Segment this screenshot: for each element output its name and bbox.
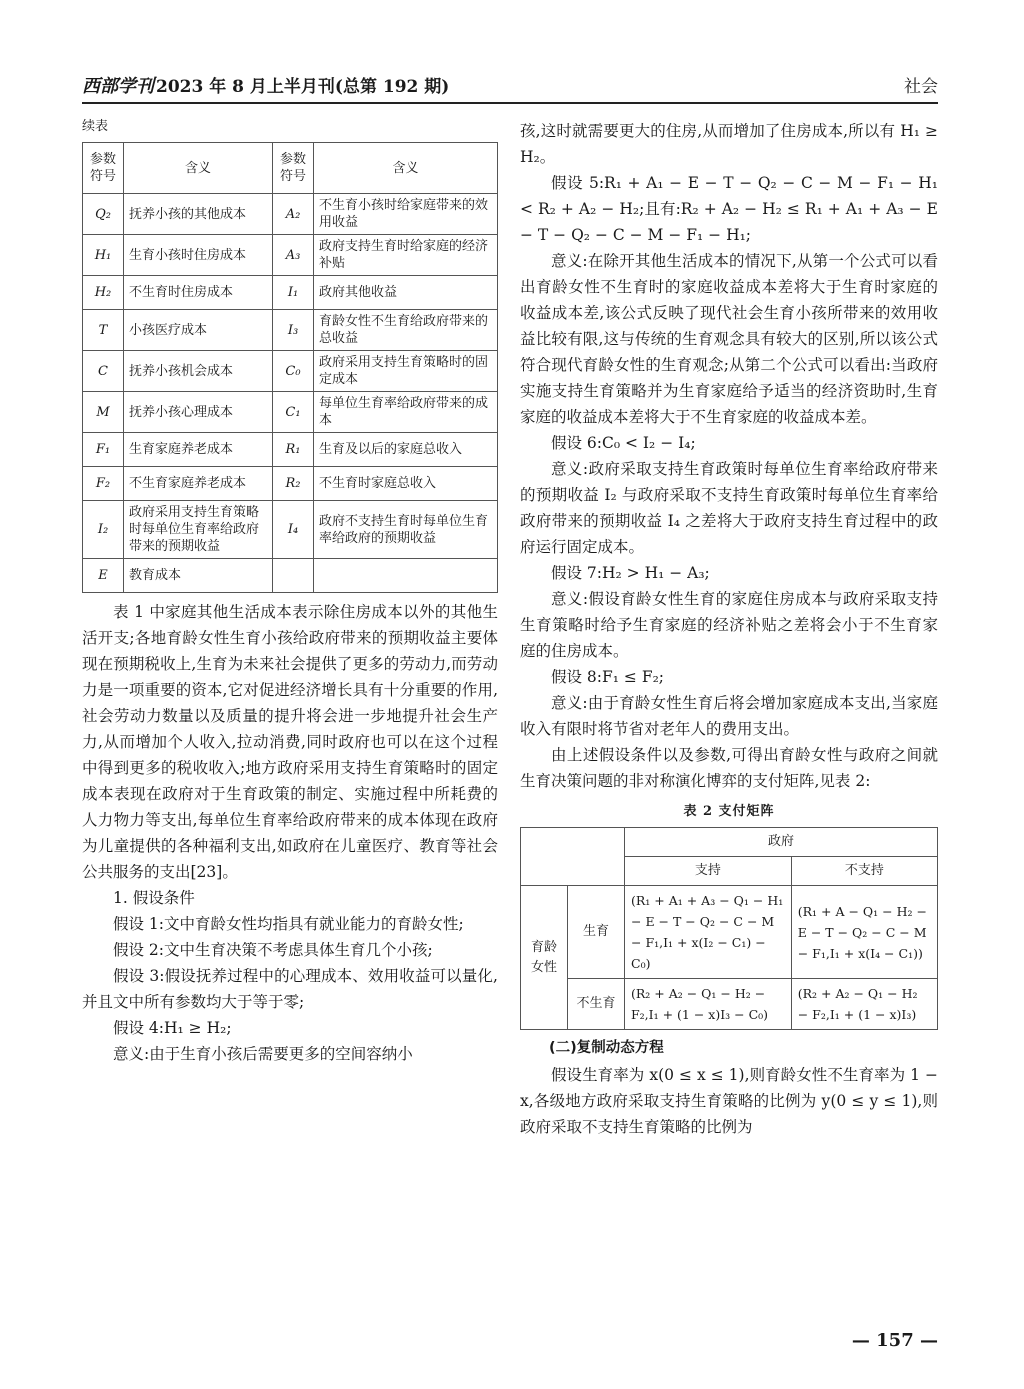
paragraph: 意义:在除开其他生活成本的情况下,从第一个公式可以看出育龄女性不生育时的家庭收益成本差将大于生育时家庭的收益成本差,该公式反映了现代社会生育小孩所带来的效用收益比较有限,这与传统的生育观念具有较大的区别,所以该公式符合现代育龄女性的生育观念;从第二个公式可以看出:当政府实施支持生育策略并为生育家庭给予适当的经济资助时,生育家庭的收益成本差将大于不生育家庭的收益成本差。	[520, 252, 938, 426]
table-cell: F₂	[83, 467, 124, 501]
table-cell	[273, 559, 314, 593]
left-column	[82, 118, 498, 1067]
table-cell: H₂	[83, 276, 124, 310]
payoff-cell: (R₁ + A − Q₁ − H₂ − E − T − Q₂ − C − M − F₁,I₁ + x(I₄ − C₁))	[791, 886, 937, 979]
paragraph: 假设 8:F₁ ≤ F₂;	[551, 668, 665, 686]
paragraph: 假设 4:H₁ ≥ H₂;	[113, 1019, 232, 1037]
table-row	[83, 351, 498, 392]
support-label: 支持	[625, 857, 792, 886]
table-cell: 育龄女性不生育给政府带来的总收益	[314, 310, 498, 351]
table-cell: R₁	[273, 433, 314, 467]
table-cell: 每单位生育率给政府带来的成本	[314, 392, 498, 433]
table-cell: 小孩医疗成本	[124, 310, 273, 351]
paragraph: 意义:假设育龄女性生育的家庭住房成本与政府采取支持生育策略时给予生育家庭的经济补贴之差将会小于不生育家庭的住房成本。	[520, 590, 938, 660]
table-cell: 抚养小孩机会成本	[124, 351, 273, 392]
table-row	[83, 392, 498, 433]
table-cell: A₂	[273, 194, 314, 235]
table-cell: 政府支持生育时给家庭的经济补贴	[314, 235, 498, 276]
paragraph: 假设 7:H₂ > H₁ − A₃;	[551, 564, 710, 582]
table-cell: C	[83, 351, 124, 392]
issue-info: 2023 年 8 月上半月刊(总第 192 期)	[156, 77, 450, 97]
paragraph: 假设 1:文中育龄女性均指具有就业能力的育龄女性;	[113, 915, 464, 933]
table-cell: 生育家庭养老成本	[124, 433, 273, 467]
table-header: 参数符号	[83, 143, 124, 194]
table-row	[83, 194, 498, 235]
page-number: — 157 —	[851, 1330, 938, 1351]
table-cell: A₃	[273, 235, 314, 276]
table-cell: 生育及以后的家庭总收入	[314, 433, 498, 467]
no-birth-label: 不生育	[568, 979, 625, 1030]
payoff-cell: (R₂ + A₂ − Q₁ − H₂ − F₂,I₁ + (1 − x)I₃ − C₀)	[625, 979, 792, 1030]
table-cell: Q₂	[83, 194, 124, 235]
gov-label: 政府	[625, 828, 938, 857]
subheading: 1. 假设条件	[113, 889, 195, 907]
paragraph: 假设生育率为 x(0 ≤ x ≤ 1),则育龄女性不生育率为 1 − x,各级地方政府采取支持生育策略的比例为 y(0 ≤ y ≤ 1),则政府采取不支持生育策略的比例为	[520, 1066, 938, 1136]
table-cell: 政府采用支持生育策略时每单位生育率给政府带来的预期收益	[124, 501, 273, 559]
table-cell: 生育小孩时住房成本	[124, 235, 273, 276]
paragraph: 假设 2:文中生育决策不考虑具体生育几个小孩;	[113, 941, 433, 959]
table-cell: 不生育时住房成本	[124, 276, 273, 310]
table-cell: 抚养小孩心理成本	[124, 392, 273, 433]
table-header: 含义	[124, 143, 273, 194]
paragraph: 意义:政府采取支持生育政策时每单位生育率给政府带来的预期收益 I₂ 与政府采取不支持生育政策时每单位生育率给政府带来的预期收益 I₄ 之差将大于政府支持生育过程中的政府运行固定成本。	[520, 460, 938, 556]
parameter-table	[82, 142, 498, 593]
table-row	[83, 310, 498, 351]
table-row	[83, 467, 498, 501]
payoff-cell: (R₂ + A₂ − Q₁ − H₂ − F₂,I₁ + (1 − x)I₃)	[791, 979, 937, 1030]
birth-label: 生育	[568, 886, 625, 979]
table-row	[83, 235, 498, 276]
table-continued-label: 续表	[82, 119, 109, 134]
table2-caption: 表 2 支付矩阵	[683, 804, 775, 819]
table-row	[83, 433, 498, 467]
table-cell: R₂	[273, 467, 314, 501]
table-cell: I₄	[273, 501, 314, 559]
right-column	[520, 118, 938, 1140]
table-row	[83, 501, 498, 559]
table-cell: 政府采用支持生育策略时的固定成本	[314, 351, 498, 392]
journal-issue	[82, 72, 449, 98]
table-cell: 抚养小孩的其他成本	[124, 194, 273, 235]
table-cell: C₀	[273, 351, 314, 392]
table-cell: I₃	[273, 310, 314, 351]
table-row	[83, 559, 498, 593]
table-cell: 政府其他收益	[314, 276, 498, 310]
paragraph: 假设 5:R₁ + A₁ − E − T − Q₂ − C − M − F₁ − H₁ < R₂ + A₂ − H₂;且有:R₂ + A₂ − H₂ ≤ R₁ + A₁ + A₃ − E − T − Q₂ − C − M − F₁ − H₁;	[520, 174, 938, 244]
paragraph: 意义:由于生育小孩后需要更多的空间容纳小	[113, 1045, 413, 1063]
table-cell: 政府不支持生育时每单位生育率给政府的预期收益	[314, 501, 498, 559]
paragraph: 假设 6:C₀ < I₂ − I₄;	[551, 434, 696, 452]
paragraph: 孩,这时就需要更大的住房,从而增加了住房成本,所以有 H₁ ≥ H₂。	[520, 122, 938, 166]
table-cell: 教育成本	[124, 559, 273, 593]
section-name: 社会	[904, 77, 938, 97]
table-cell: H₁	[83, 235, 124, 276]
payoff-cell: (R₁ + A₁ + A₃ − Q₁ − H₁ − E − T − Q₂ − C − M − F₁,I₁ + x(I₂ − C₁) − C₀)	[625, 886, 792, 979]
paragraph: 意义:由于育龄女性生育后将会增加家庭成本支出,当家庭收入有限时将节省对老年人的费用支出。	[520, 694, 938, 738]
table-header: 参数符号	[273, 143, 314, 194]
table-cell: 不生育时家庭总收入	[314, 467, 498, 501]
paragraph: 假设 3:假设抚养过程中的心理成本、效用收益可以量化,并且文中所有参数均大于等于零;	[82, 967, 498, 1011]
table-cell: I₁	[273, 276, 314, 310]
matrix-corner	[521, 828, 625, 886]
not-support-label: 不支持	[791, 857, 937, 886]
table-cell: 不生育小孩时给家庭带来的效用收益	[314, 194, 498, 235]
table-cell: C₁	[273, 392, 314, 433]
paragraph: 表 1 中家庭其他生活成本表示除住房成本以外的其他生活开支;各地育龄女性生育小孩给政府带来的预期收益主要体现在预期税收上,生育为未来社会提供了更多的劳动力,而劳动力是一项重要的资本,它对促进经济增长具有十分重要的作用,社会劳动力数量以及质量的提升将会进一步地提升社会生产力,从而增加个人收入,拉动消费,同时政府也可以在这个过程中得到更多的税收收入;地方政府采用支持生育策略时的固定成本表现在政府对于生育政策的制定、实施过程中所耗费的人力物力等支出,每单位生育率给政府带来的成本体现在政府为儿童提供的各种福利支出,如政府在儿童医疗、教育等社会公共服务的支出[23]。	[82, 603, 498, 881]
page-header	[82, 66, 938, 104]
payoff-matrix	[520, 827, 938, 1030]
table-cell: I₂	[83, 501, 124, 559]
table-row	[83, 276, 498, 310]
table-cell	[314, 559, 498, 593]
table-cell: T	[83, 310, 124, 351]
table-cell: M	[83, 392, 124, 433]
table-cell: F₁	[83, 433, 124, 467]
table-cell: E	[83, 559, 124, 593]
section-heading: (二)复制动态方程	[549, 1040, 664, 1056]
journal-logo: 西部学刊	[82, 76, 154, 97]
player-label: 育龄女性	[521, 886, 568, 1030]
table-header: 含义	[314, 143, 498, 194]
paragraph: 由上述假设条件以及参数,可得出育龄女性与政府之间就生育决策问题的非对称演化博弈的支付矩阵,见表 2:	[520, 746, 938, 790]
table-cell: 不生育家庭养老成本	[124, 467, 273, 501]
